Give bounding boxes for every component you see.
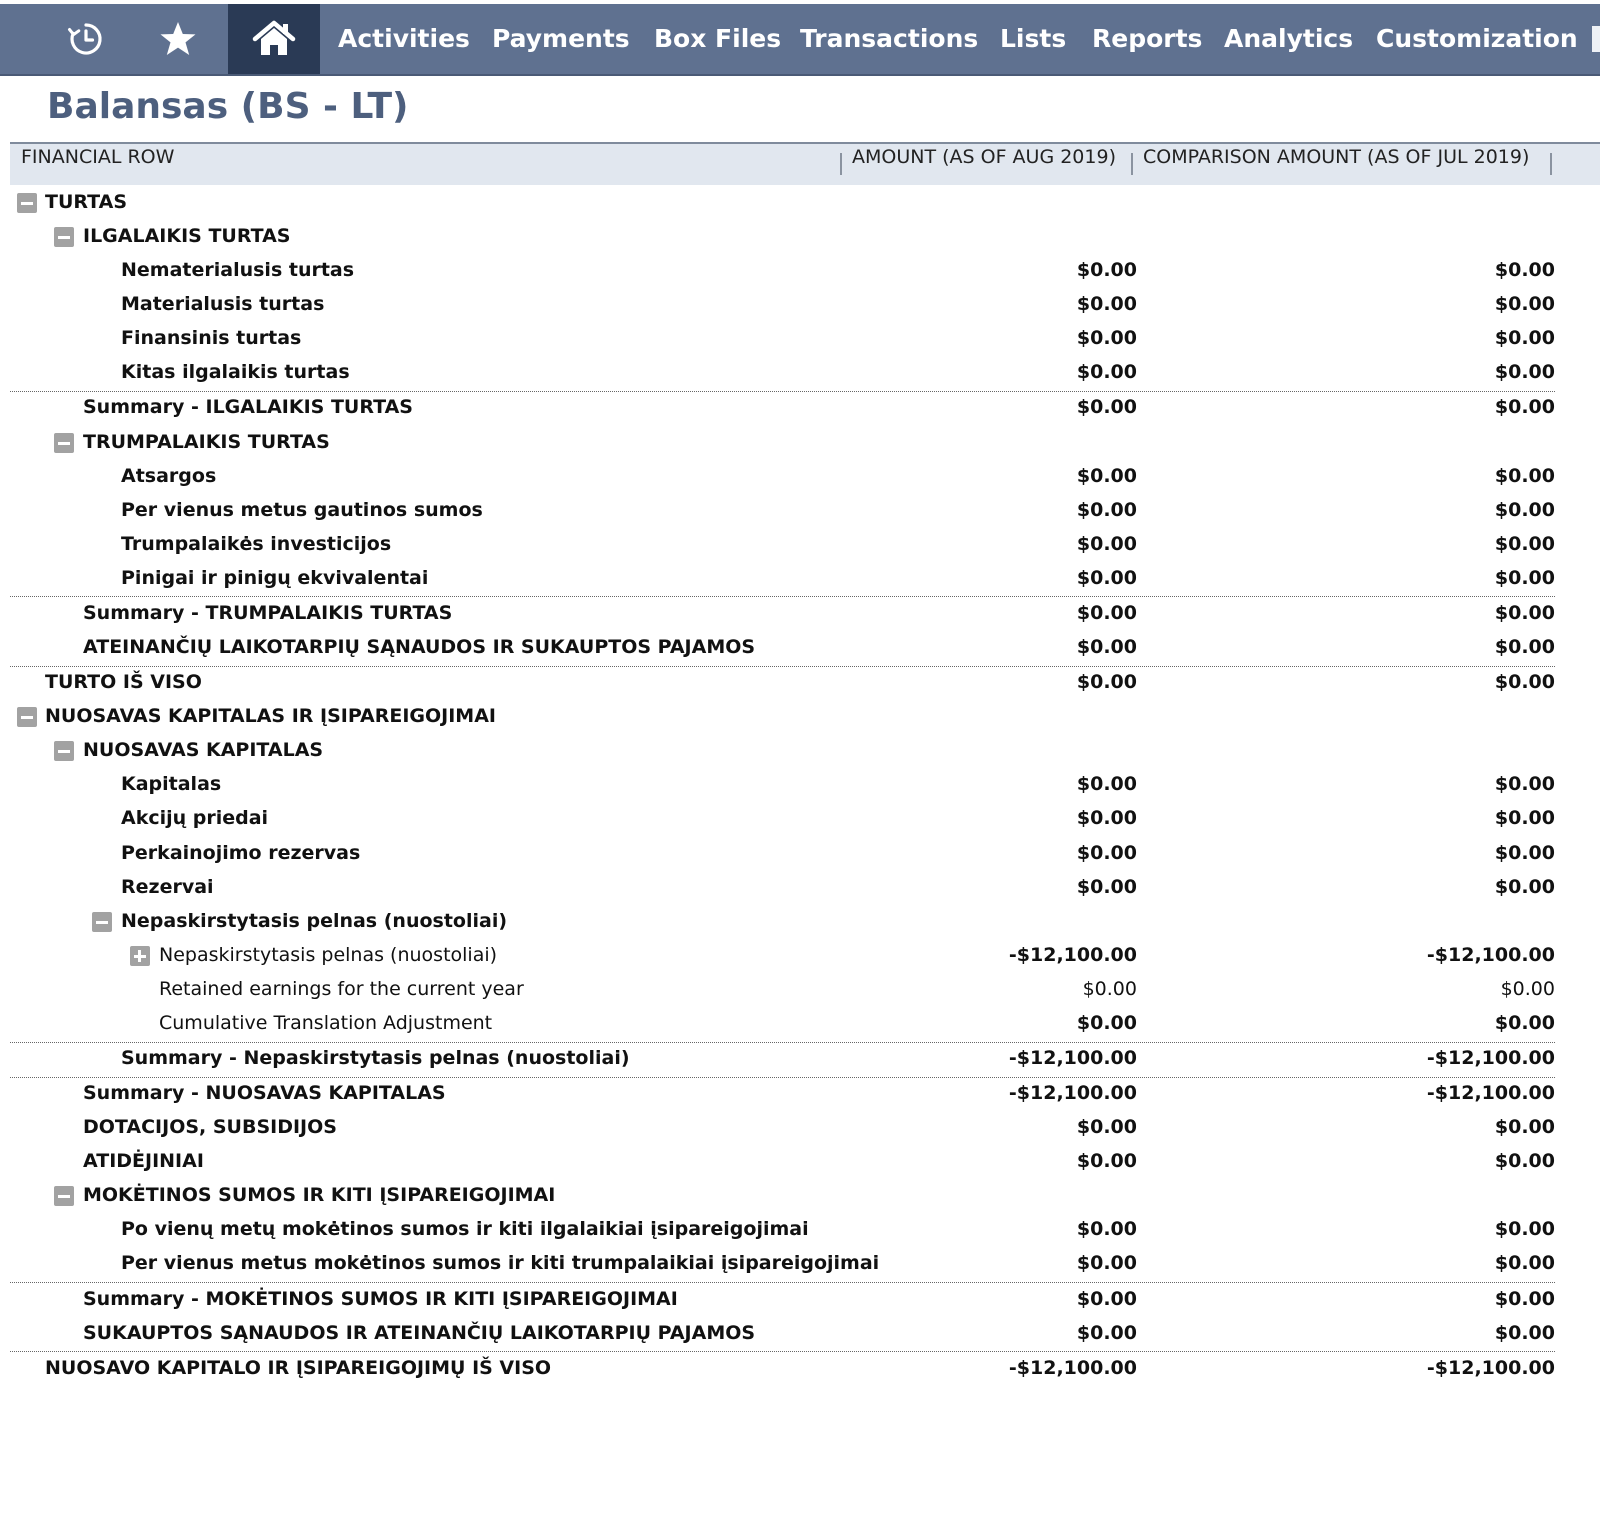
comparison-amount-cell: $0.00 bbox=[1494, 1218, 1555, 1241]
row-label: Pinigai ir pinigų ekvivalentai bbox=[121, 566, 429, 589]
report-row bbox=[10, 769, 1555, 802]
row-label: Summary - TRUMPALAIKIS TURTAS bbox=[83, 601, 453, 624]
report-row bbox=[10, 667, 1555, 700]
report-row bbox=[10, 289, 1555, 322]
collapse-icon[interactable] bbox=[54, 227, 74, 247]
amount-cell: $0.00 bbox=[1076, 841, 1137, 864]
report-row bbox=[10, 872, 1555, 905]
row-label: Nepaskirstytasis pelnas (nuostoliai) bbox=[121, 909, 508, 932]
collapse-icon[interactable] bbox=[92, 912, 112, 932]
amount-cell: -$12,100.00 bbox=[1008, 943, 1137, 966]
comparison-amount-cell: $0.00 bbox=[1494, 671, 1555, 694]
report-row bbox=[10, 1078, 1555, 1111]
amount-cell: $0.00 bbox=[1076, 498, 1137, 521]
nav-overflow-item[interactable] bbox=[1592, 26, 1600, 52]
row-label: Per vienus metus gautinos sumos bbox=[121, 498, 483, 521]
row-label: Summary - MOKĖTINOS SUMOS IR KITI ĮSIPAREIGOJIMAI bbox=[83, 1287, 678, 1310]
row-label: Atsargos bbox=[121, 464, 217, 487]
row-label: MOKĖTINOS SUMOS IR KITI ĮSIPAREIGOJIMAI bbox=[83, 1184, 556, 1207]
report-row bbox=[10, 221, 1555, 254]
comparison-amount-cell: $0.00 bbox=[1494, 327, 1555, 350]
report-row bbox=[10, 940, 1555, 973]
report-row bbox=[10, 529, 1555, 562]
row-label: DOTACIJOS, SUBSIDIJOS bbox=[83, 1116, 337, 1139]
report-row bbox=[10, 1008, 1555, 1041]
comparison-amount-cell: $0.00 bbox=[1494, 566, 1555, 589]
header-comparison-amount[interactable]: COMPARISON AMOUNT (AS OF JUL 2019) bbox=[1143, 146, 1530, 168]
report-row bbox=[10, 1112, 1555, 1145]
home-button[interactable] bbox=[228, 4, 320, 74]
report-row bbox=[10, 357, 1555, 390]
collapse-icon[interactable] bbox=[17, 193, 37, 213]
row-label: TRUMPALAIKIS TURTAS bbox=[83, 430, 330, 453]
column-resize-handle[interactable] bbox=[840, 153, 842, 175]
comparison-amount-cell: $0.00 bbox=[1494, 464, 1555, 487]
amount-cell: $0.00 bbox=[1076, 1150, 1137, 1173]
row-label: Akcijų priedai bbox=[121, 807, 269, 830]
report-row bbox=[10, 1318, 1555, 1351]
report-row bbox=[10, 495, 1555, 528]
comparison-amount-cell: $0.00 bbox=[1494, 1321, 1555, 1344]
row-label: Po vienų metų mokėtinos sumos ir kiti ilgalaikiai įsipareigojimai bbox=[121, 1218, 809, 1241]
amount-cell: $0.00 bbox=[1076, 601, 1137, 624]
row-label: NUOSAVAS KAPITALAS bbox=[83, 739, 324, 762]
recent-history-icon bbox=[67, 20, 105, 58]
report-row bbox=[10, 461, 1555, 494]
amount-cell: $0.00 bbox=[1076, 636, 1137, 659]
amount-cell: $0.00 bbox=[1076, 1218, 1137, 1241]
amount-cell: $0.00 bbox=[1076, 1252, 1137, 1275]
home-icon bbox=[252, 19, 296, 59]
report-row bbox=[10, 323, 1555, 356]
recent-history-button[interactable] bbox=[40, 4, 132, 74]
expand-icon[interactable] bbox=[130, 946, 150, 966]
report-row bbox=[10, 803, 1555, 836]
amount-cell: $0.00 bbox=[1076, 807, 1137, 830]
amount-cell: $0.00 bbox=[1076, 293, 1137, 316]
row-label: Perkainojimo rezervas bbox=[121, 841, 361, 864]
comparison-amount-cell: $0.00 bbox=[1494, 875, 1555, 898]
page-title: Balansas (BS - LT) bbox=[47, 86, 409, 127]
row-label: ILGALAIKIS TURTAS bbox=[83, 225, 291, 248]
report-row bbox=[10, 427, 1555, 460]
report-row bbox=[10, 598, 1555, 631]
comparison-amount-cell: $0.00 bbox=[1494, 1116, 1555, 1139]
collapse-icon[interactable] bbox=[17, 707, 37, 727]
amount-cell: $0.00 bbox=[1076, 671, 1137, 694]
amount-cell: $0.00 bbox=[1076, 1116, 1137, 1139]
row-label: TURTO IŠ VISO bbox=[45, 671, 202, 694]
report-row bbox=[10, 255, 1555, 288]
nav-transactions[interactable]: Transactions bbox=[800, 24, 979, 53]
comparison-amount-cell: $0.00 bbox=[1494, 259, 1555, 282]
comparison-amount-cell: $0.00 bbox=[1494, 532, 1555, 555]
row-label: Nematerialusis turtas bbox=[121, 259, 355, 282]
amount-cell: -$12,100.00 bbox=[1008, 1082, 1137, 1105]
report-row bbox=[10, 1214, 1555, 1247]
row-label: SUKAUPTOS SĄNAUDOS IR ATEINANČIŲ LAIKOTARPIŲ PAJAMOS bbox=[83, 1321, 756, 1344]
comparison-amount-cell: $0.00 bbox=[1494, 841, 1555, 864]
report-row bbox=[10, 838, 1555, 871]
row-label: ATEINANČIŲ LAIKOTARPIŲ SĄNAUDOS IR SUKAUPTOS PAJAMOS bbox=[83, 636, 756, 659]
comparison-amount-cell: -$12,100.00 bbox=[1426, 1082, 1555, 1105]
comparison-amount-cell: $0.00 bbox=[1500, 977, 1555, 1000]
report-row bbox=[10, 563, 1555, 596]
comparison-amount-cell: $0.00 bbox=[1494, 498, 1555, 521]
row-label: Summary - ILGALAIKIS TURTAS bbox=[83, 396, 413, 419]
amount-cell: $0.00 bbox=[1076, 566, 1137, 589]
row-label: Materialusis turtas bbox=[121, 293, 325, 316]
row-label: Rezervai bbox=[121, 875, 214, 898]
report-row bbox=[10, 1043, 1555, 1076]
column-resize-handle[interactable] bbox=[1131, 153, 1133, 175]
row-label: TURTAS bbox=[45, 191, 128, 213]
row-label: Nepaskirstytasis pelnas (nuostoliai) bbox=[159, 943, 498, 966]
nav-customization[interactable]: Customization bbox=[1376, 24, 1578, 53]
amount-cell: $0.00 bbox=[1076, 464, 1137, 487]
row-label: Kitas ilgalaikis turtas bbox=[121, 361, 350, 384]
amount-cell: $0.00 bbox=[1076, 773, 1137, 796]
collapse-icon[interactable] bbox=[54, 433, 74, 453]
amount-cell: $0.00 bbox=[1076, 875, 1137, 898]
comparison-amount-cell: $0.00 bbox=[1494, 1287, 1555, 1310]
comparison-amount-cell: $0.00 bbox=[1494, 636, 1555, 659]
nav-payments[interactable]: Payments bbox=[492, 24, 630, 53]
top-navigation-bar bbox=[0, 4, 1600, 76]
report-row bbox=[10, 1353, 1555, 1386]
report-row bbox=[10, 392, 1555, 425]
row-label: ATIDĖJINIAI bbox=[83, 1150, 204, 1173]
report-row bbox=[10, 974, 1555, 1007]
column-resize-handle[interactable] bbox=[1550, 153, 1552, 175]
comparison-amount-cell: $0.00 bbox=[1494, 807, 1555, 830]
amount-cell: $0.00 bbox=[1076, 532, 1137, 555]
header-amount[interactable]: AMOUNT (AS OF AUG 2019) bbox=[852, 146, 1116, 168]
comparison-amount-cell: $0.00 bbox=[1494, 293, 1555, 316]
nav-analytics[interactable]: Analytics bbox=[1224, 24, 1354, 53]
row-label: Per vienus metus mokėtinos sumos ir kiti trumpalaikiai įsipareigojimai bbox=[121, 1252, 880, 1275]
amount-cell: $0.00 bbox=[1076, 259, 1137, 282]
report-row bbox=[10, 1248, 1555, 1281]
report-row bbox=[10, 1180, 1555, 1213]
amount-cell: -$12,100.00 bbox=[1008, 1047, 1137, 1069]
amount-cell: $0.00 bbox=[1076, 1011, 1137, 1034]
amount-cell: $0.00 bbox=[1076, 361, 1137, 384]
row-label: Cumulative Translation Adjustment bbox=[159, 1011, 493, 1034]
nav-box-files[interactable]: Box Files bbox=[654, 24, 782, 53]
nav-activities[interactable]: Activities bbox=[338, 24, 470, 53]
amount-cell: $0.00 bbox=[1076, 327, 1137, 350]
amount-cell: $0.00 bbox=[1076, 1321, 1137, 1344]
report-row bbox=[10, 1146, 1555, 1179]
row-label: Retained earnings for the current year bbox=[159, 977, 524, 1000]
report-row bbox=[10, 632, 1555, 665]
row-label: NUOSAVAS KAPITALAS IR ĮSIPAREIGOJIMAI bbox=[45, 705, 496, 728]
comparison-amount-cell: -$12,100.00 bbox=[1426, 943, 1555, 966]
comparison-amount-cell: $0.00 bbox=[1494, 1150, 1555, 1173]
row-label: NUOSAVO KAPITALO IR ĮSIPAREIGOJIMŲ IŠ VISO bbox=[45, 1356, 552, 1379]
collapse-icon[interactable] bbox=[54, 1186, 74, 1206]
row-label: Kapitalas bbox=[121, 773, 222, 796]
amount-cell: -$12,100.00 bbox=[1008, 1356, 1137, 1379]
comparison-amount-cell: -$12,100.00 bbox=[1426, 1047, 1555, 1069]
report-row bbox=[10, 1284, 1555, 1317]
amount-cell: $0.00 bbox=[1082, 977, 1137, 1000]
nav-lists[interactable]: Lists bbox=[1000, 24, 1067, 53]
report-row bbox=[10, 735, 1555, 768]
comparison-amount-cell: $0.00 bbox=[1494, 1252, 1555, 1275]
row-label: Trumpalaikės investicijos bbox=[121, 532, 392, 555]
comparison-amount-cell: $0.00 bbox=[1494, 601, 1555, 624]
amount-cell: $0.00 bbox=[1076, 1287, 1137, 1310]
row-label: Summary - NUOSAVAS KAPITALAS bbox=[83, 1082, 446, 1105]
comparison-amount-cell: $0.00 bbox=[1494, 396, 1555, 419]
report-row bbox=[10, 701, 1555, 734]
comparison-amount-cell: $0.00 bbox=[1494, 361, 1555, 384]
comparison-amount-cell: $0.00 bbox=[1494, 1011, 1555, 1034]
comparison-amount-cell: -$12,100.00 bbox=[1426, 1356, 1555, 1379]
star-icon bbox=[158, 19, 198, 59]
collapse-icon[interactable] bbox=[54, 741, 74, 761]
nav-reports[interactable]: Reports bbox=[1092, 24, 1203, 53]
amount-cell: $0.00 bbox=[1076, 396, 1137, 419]
report-row bbox=[10, 906, 1555, 939]
row-label: Finansinis turtas bbox=[121, 327, 302, 350]
comparison-amount-cell: $0.00 bbox=[1494, 773, 1555, 796]
report-row bbox=[10, 187, 1555, 220]
favorites-button[interactable] bbox=[132, 4, 224, 74]
header-financial-row[interactable]: FINANCIAL ROW bbox=[21, 146, 175, 168]
row-label: Summary - Nepaskirstytasis pelnas (nuostoliai) bbox=[121, 1047, 630, 1069]
